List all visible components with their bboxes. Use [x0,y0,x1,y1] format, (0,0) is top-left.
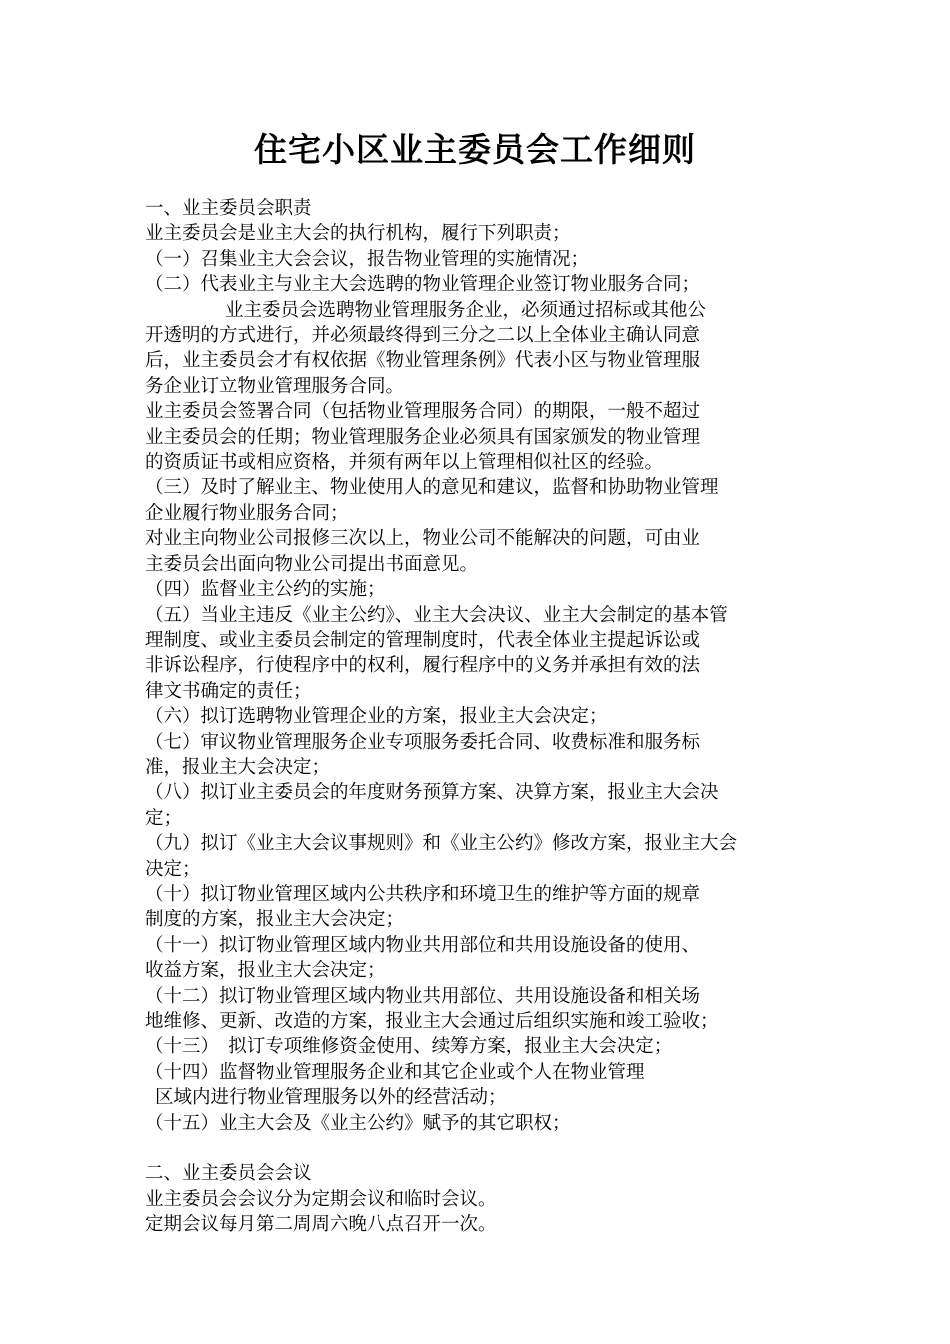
paragraph-line: 业主委员会选聘物业管理服务企业，必须通过招标或其他公 [225,299,707,321]
paragraph-line: （七）审议物业管理服务企业专项服务委托合同、收费标准和服务标 [145,731,701,753]
paragraph-line: 区域内进行物业管理服务以外的经营活动； [155,1087,507,1109]
paragraph-line: 开透明的方式进行，并必须最终得到三分之二以上全体业主确认同意 [145,325,701,347]
paragraph-line: （四）监督业主公约的实施； [145,579,386,601]
blank-line [145,1136,810,1161]
paragraph-line: （五）当业主违反《业主公约》、业主大会决议、业主大会制定的基本管 [145,604,728,626]
paragraph-line: （一）召集业主大会会议，报告物业管理的实施情况； [145,248,590,270]
paragraph-line: （二）代表业主与业主大会选聘的物业管理企业签订物业服务合同； [145,274,701,296]
section-heading-meetings: 二、业主委员会会议 [145,1163,312,1185]
paragraph-line: （十二）拟订物业管理区域内物业共用部位、共用设施设备和相关场 [145,985,701,1007]
paragraph-line: 定期会议每月第二周周六晚八点召开一次。 [145,1214,497,1236]
section-heading-duties: 一、业主委员会职责 [145,198,312,219]
paragraph-line: （十一）拟订物业管理区域内物业共用部位和共用设施设备的使用、 [145,934,701,956]
paragraph-line: 业主委员会是业主大会的执行机构，履行下列职责； [145,223,571,245]
paragraph-line: 务企业订立物业管理服务合同。 [145,375,405,397]
paragraph-line: （九）拟订《业主大会议事规则》和《业主公约》修改方案，报业主大会 [145,833,738,855]
paragraph-line: 非诉讼程序，行使程序中的权利，履行程序中的义务并承担有效的法 [145,655,701,677]
paragraph-line: 制度的方案，报业主大会决定； [145,909,405,931]
paragraph-line: 地维修、更新、改造的方案，报业主大会通过后组织实施和竣工验收； [145,1011,719,1032]
paragraph-line: 律文书确定的责任； [145,680,312,702]
paragraph-line: 收益方案，报业主大会决定； [145,960,386,982]
paragraph-line: 业主委员会会议分为定期会议和临时会议。 [145,1188,497,1210]
paragraph-line: （十）拟订物业管理区域内公共秩序和环境卫生的维护等方面的规章 [145,883,701,905]
document-body [145,196,810,1238]
paragraph-line: 业主委员会签署合同（包括物业管理服务合同）的期限，一般不超过 [145,401,701,423]
paragraph-line: （八）拟订业主委员会的年度财务预算方案、决算方案，报业主大会决 [145,782,719,804]
paragraph-line: （十四）监督物业管理服务企业和其它企业或个人在物业管理 [145,1061,645,1083]
paragraph-line: （十三） 拟订专项维修资金使用、续筹方案，报业主大会决定； [145,1036,673,1058]
paragraph-line: （六）拟订选聘物业管理企业的方案，报业主大会决定； [145,706,608,728]
paragraph-line: 业主委员会的任期；物业管理服务企业必须具有国家颁发的物业管理 [145,426,701,448]
paragraph-line: （三）及时了解业主、物业使用人的意见和建议，监督和协助物业管理 [145,477,719,499]
paragraph-line: 主委员会出面向物业公司提出书面意见。 [145,553,479,575]
paragraph-line: 决定； [145,858,201,880]
paragraph-line: （十五）业主大会及《业主公约》赋予的其它职权； [145,1112,571,1134]
paragraph-line: 后，业主委员会才有权依据《物业管理条例》代表小区与物业管理服 [145,350,701,372]
paragraph-line: 的资质证书或相应资格，并须有两年以上管理相似社区的经验。 [145,452,664,474]
document-title: 住宅小区业主委员会工作细则 [254,130,696,169]
paragraph-line: 定； [145,807,183,829]
paragraph-line: 准，报业主大会决定； [145,756,331,778]
paragraph-line: 对业主向物业公司报修三次以上，物业公司不能解决的问题，可由业 [145,528,701,550]
paragraph-line: 企业履行物业服务合同； [145,502,349,524]
paragraph-line: 理制度、或业主委员会制定的管理制度时，代表全体业主提起诉讼或 [145,629,701,651]
